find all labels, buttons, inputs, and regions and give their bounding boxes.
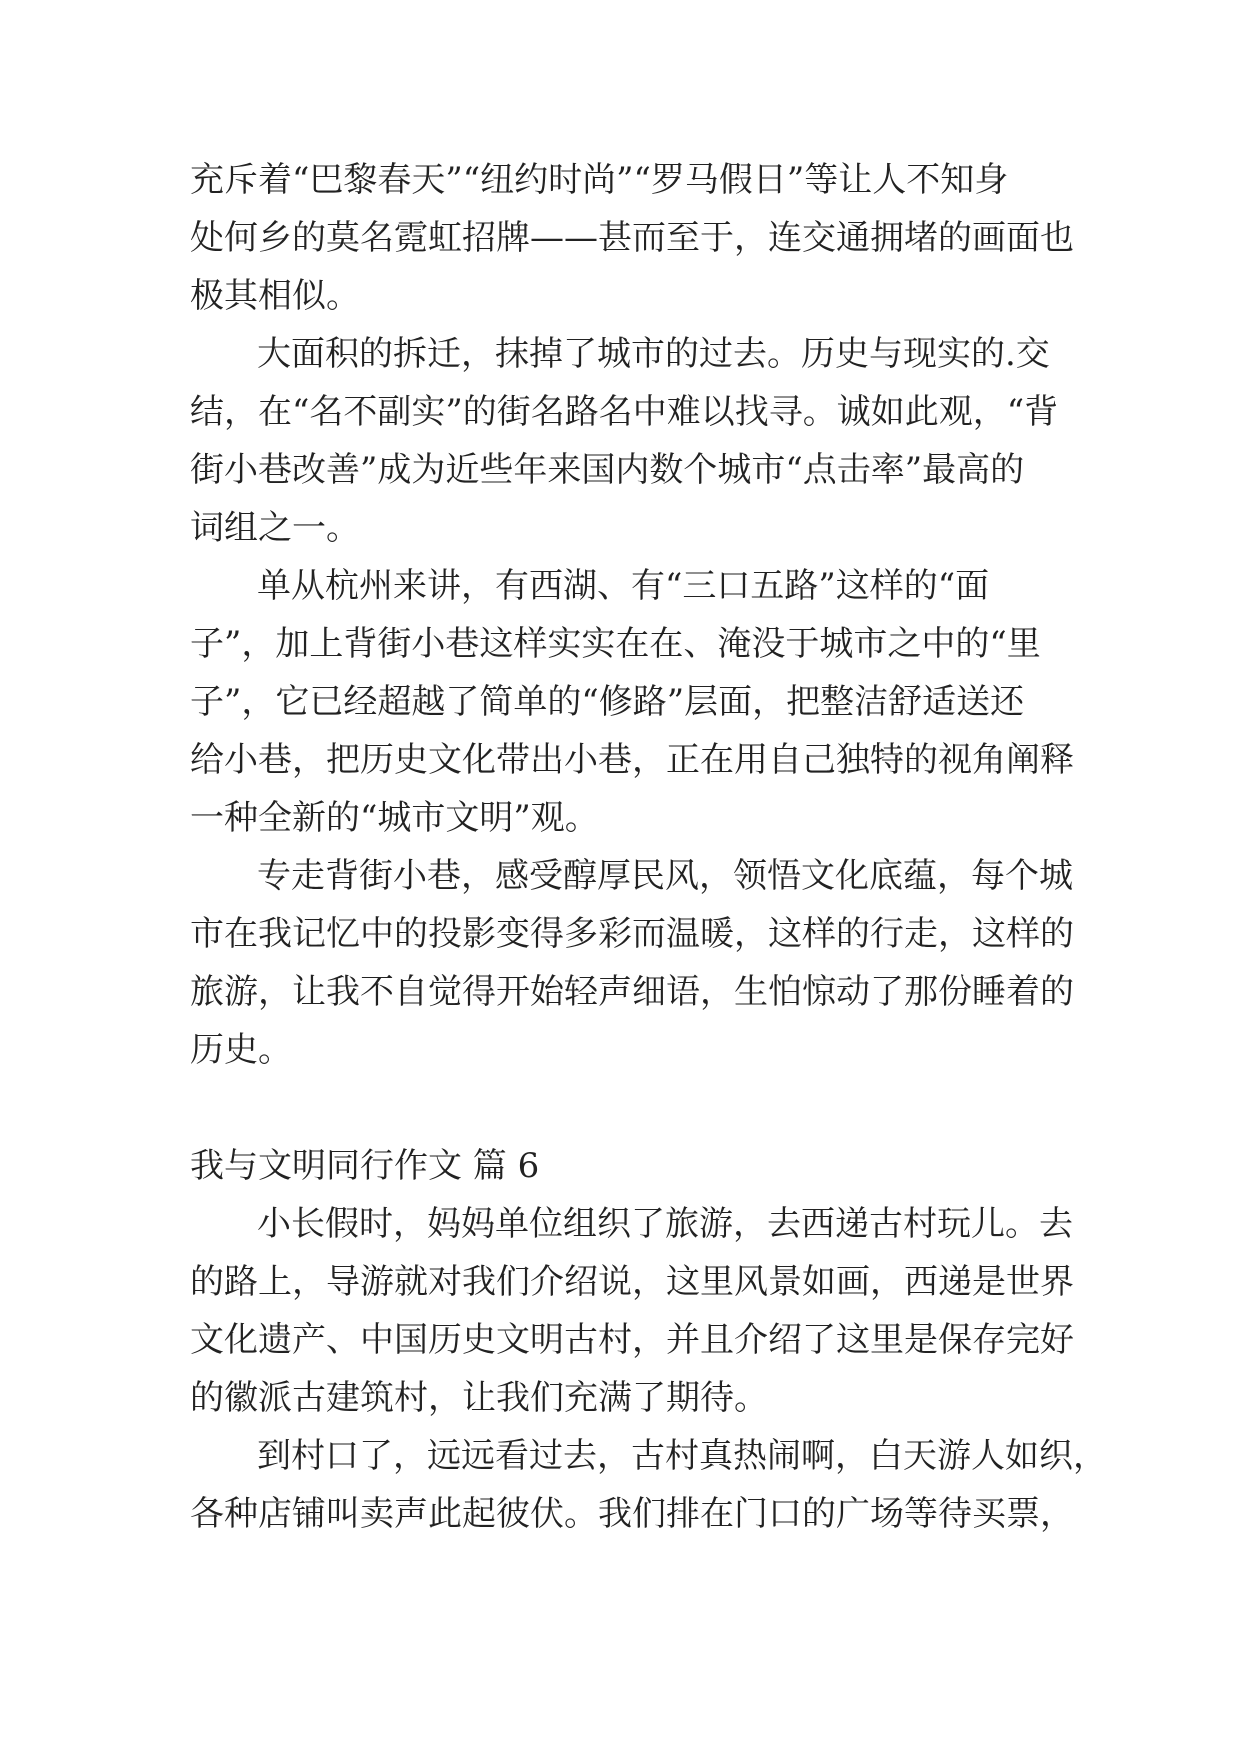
body-text-line: 给小巷，把历史文化带出小巷，正在用自己独特的视角阐释 <box>190 740 1074 780</box>
body-text-line: 文化遗产、中国历史文明古村，并且介绍了这里是保存完好 <box>190 1320 1074 1360</box>
body-text-line: 市在我记忆中的投影变得多彩而温暖，这样的行走，这样的 <box>190 914 1074 954</box>
body-text-line: 子”，加上背街小巷这样实实在在、淹没于城市之中的“里 <box>190 624 1041 664</box>
paragraph-first-line: 专走背街小巷，感受醇厚民风，领悟文化底蕴，每个城 <box>257 856 1073 896</box>
paragraph-first-line: 大面积的拆迁，抹掉了城市的过去。历史与现实的.交 <box>257 334 1050 374</box>
body-text-line: 结，在“名不副实”的街名路名中难以找寻。诚如此观，“背 <box>190 392 1059 432</box>
body-text-line: 旅游，让我不自觉得开始轻声细语，生怕惊动了那份睡着的 <box>190 972 1074 1012</box>
body-text-line: 词组之一。 <box>190 508 360 548</box>
body-text-line: 处何乡的莫名霓虹招牌——甚而至于，连交通拥堵的画面也 <box>190 218 1074 258</box>
body-text-line: 街小巷改善”成为近些年来国内数个城市“点击率”最高的 <box>190 450 1025 490</box>
body-text-line: 子”，它已经超越了简单的“修路”层面，把整洁舒适送还 <box>190 682 1025 722</box>
body-text-line: 极其相似。 <box>190 276 360 316</box>
body-text-line: 各种店铺叫卖声此起彼伏。我们排在门口的广场等待买票， <box>190 1494 1074 1534</box>
section-heading: 我与文明同行作文 篇 6 <box>190 1146 540 1186</box>
paragraph-first-line: 到村口了，远远看过去，古村真热闹啊，白天游人如织， <box>257 1436 1107 1476</box>
paragraph-first-line: 单从杭州来讲，有西湖、有“三口五路”这样的“面 <box>257 566 990 606</box>
body-text-line: 的徽派古建筑村，让我们充满了期待。 <box>190 1378 768 1418</box>
body-text-line: 历史。 <box>190 1030 292 1070</box>
body-text-line: 的路上，导游就对我们介绍说，这里风景如画，西递是世界 <box>190 1262 1074 1302</box>
body-text-line: 一种全新的“城市文明”观。 <box>190 798 599 838</box>
body-text-line: 充斥着“巴黎春天”“纽约时尚”“罗马假日”等让人不知身 <box>190 160 1009 200</box>
paragraph-first-line: 小长假时，妈妈单位组织了旅游，去西递古村玩儿。去 <box>257 1204 1073 1244</box>
